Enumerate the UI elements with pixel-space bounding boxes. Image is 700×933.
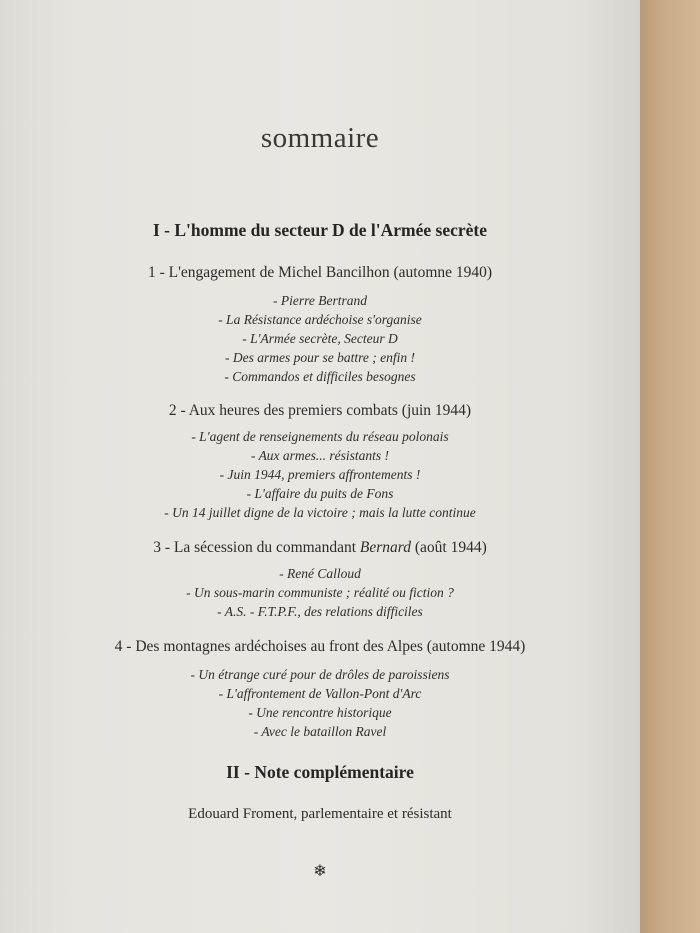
part-two-entry: Edouard Froment, parlementaire et résistant [188,806,452,822]
chapter-2-items [0,427,640,522]
toc-item: - Pierre Bertrand [273,293,367,308]
page-title: sommaire [260,122,380,154]
chapter-3-heading [0,539,640,557]
toc-item: - René Calloud [279,566,361,581]
part-one-heading: I - L'homme du secteur D de l'Armée secrète [152,220,488,240]
toc-item: - Des armes pour se battre ; enfin ! [225,350,415,365]
chapter-3-heading-prefix: 3 - La sécession du commandant [153,539,360,556]
toc-item: - L'Armée secrète, Secteur D [242,331,398,346]
part-two-heading: II - Note complémentaire [226,762,414,782]
page-edge-background [640,0,700,933]
toc-item: - Un 14 juillet digne de la victoire ; mais la lutte continue [164,505,476,520]
toc-item: - La Résistance ardéchoise s'organise [218,312,422,327]
toc-item: - Commandos et difficiles besognes [224,369,416,384]
toc-item: - Juin 1944, premiers affrontements ! [219,467,421,482]
toc-item: - Un étrange curé pour de drôles de paroissiens [190,667,450,682]
toc-item: - Une rencontre historique [248,705,392,720]
toc-item: - Aux armes... résistants ! [250,448,390,463]
snowflake-ornament-icon: ❄ [313,863,327,880]
toc-item: - L'agent de renseignements du réseau polonais [191,429,449,444]
toc-item: - A.S. - F.T.P.F., des relations difficiles [217,604,423,619]
chapter-3-items [0,564,640,621]
toc-item: - Avec le bataillon Ravel [253,724,387,739]
chapter-3-heading-italic: Bernard [359,539,411,556]
chapter-3-heading-suffix: (août 1944) [410,539,487,556]
chapter-1-items [0,291,640,386]
chapter-4-heading: 4 - Des montagnes ardéchoises au front des Alpes (automne 1944) [114,638,526,655]
chapter-4-items [0,665,640,741]
toc-item: - L'affrontement de Vallon-Pont d'Arc [218,686,422,701]
chapter-1-heading: 1 - L'engagement de Michel Bancilhon (automne 1940) [147,264,493,281]
chapter-2-heading: 2 - Aux heures des premiers combats (juin 1944) [168,402,472,419]
toc-item: - Un sous-marin communiste ; réalité ou fiction ? [186,585,454,600]
toc-item: - L'affaire du puits de Fons [246,486,394,501]
